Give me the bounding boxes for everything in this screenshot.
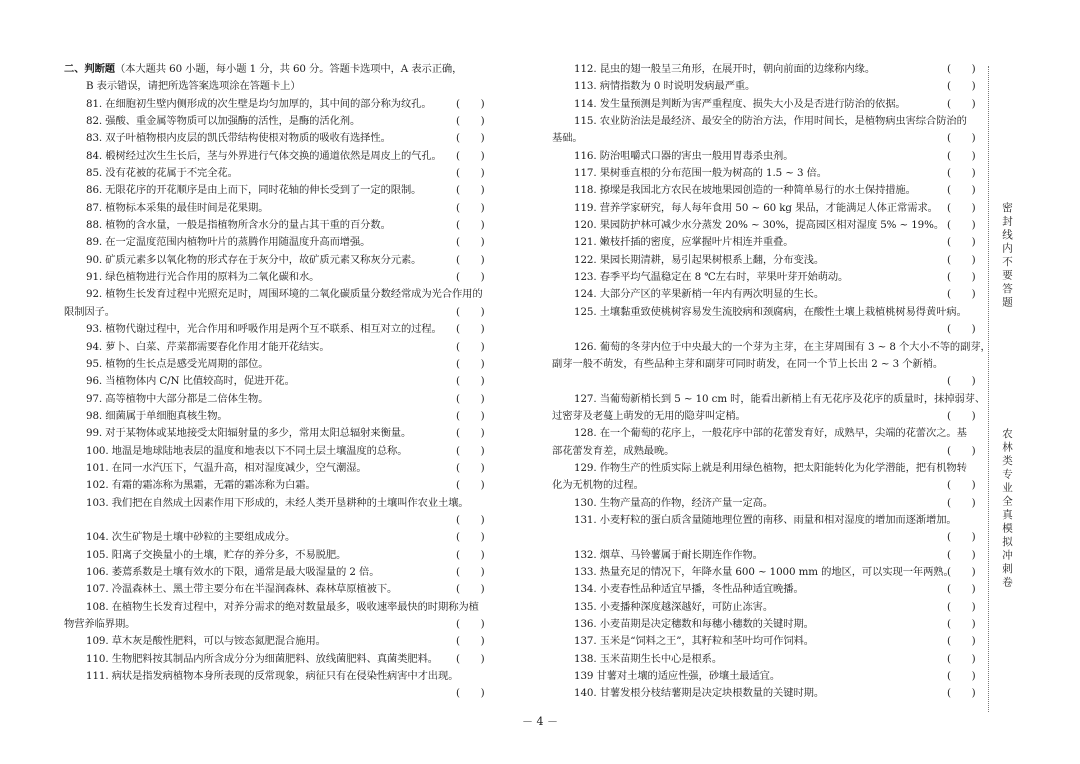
question-line	[552, 321, 992, 338]
question-line	[552, 304, 992, 321]
question-line	[64, 633, 504, 650]
question-text: 129. 作物生产的性质实际上就是利用绿色植物，把太阳能转化为化学潜能，把有机物转	[574, 461, 967, 474]
question-line	[64, 651, 504, 668]
question-line	[64, 321, 504, 338]
question-text: 96. 当植物体内 C/N 比值较高时，促进开花。	[86, 375, 295, 388]
question-line	[64, 599, 504, 616]
answer-parentheses: ( )	[947, 583, 976, 596]
question-line	[552, 373, 992, 390]
question-text: 113. 病情指数为 0 时说明发病最严重。	[574, 80, 756, 93]
answer-parentheses: ( )	[947, 63, 976, 75]
answer-parentheses: ( )	[947, 496, 976, 509]
question-text: 126. 葡萄的冬芽内位于中央最大的一个芽为主芽，在主芽周围有 3 ~ 8 个大小不等的副芽，	[574, 340, 991, 353]
answer-parentheses: ( )	[947, 600, 976, 613]
answer-parentheses: ( )	[456, 340, 485, 353]
answer-parentheses: ( )	[947, 149, 976, 162]
answer-parentheses: ( )	[947, 444, 976, 457]
question-text: 101. 在同一水汽压下，气温升高，相对湿度减少，空气潮湿。	[86, 461, 367, 474]
question-text: 133. 热量充足的情况下，年降水量 600 ~ 1000 mm 的地区，可以实现一年两熟。	[574, 565, 954, 578]
question-text: 131. 小麦籽粒的蛋白质含量随地理位置的南移、雨量和相对湿度的增加而逐渐增加。	[574, 513, 957, 526]
answer-parentheses: ( )	[947, 479, 976, 492]
question-text: 120. 果园防护林可减少水分蒸发 20% ~ 30%，提高园区相对湿度 5% ~ 19%。	[574, 219, 945, 232]
question-text: 99. 对于某物体或某地接受太阳辐射量的多少，常用太阳总辐射来衡量。	[86, 427, 412, 440]
question-line	[64, 685, 504, 702]
question-text: 102. 有霜的霜冻称为黑霜，无霜的霜冻称为白霜。	[86, 479, 316, 492]
answer-parentheses: ( )	[456, 513, 485, 526]
question-line	[64, 512, 504, 529]
question-line	[64, 148, 504, 165]
answer-parentheses: ( )	[947, 97, 976, 110]
left-column	[64, 61, 504, 703]
section-instruction: （本大题共 60 小题，每小题 1 分，共 60 分。答题卡选项中，A 表示正确，	[114, 63, 463, 75]
answer-parentheses: ( )	[456, 219, 485, 232]
question-text: 122. 果园长期清耕，易引起果树根系上翻，分布变浅。	[574, 253, 825, 266]
answer-parentheses: ( )	[947, 375, 976, 388]
question-text: 109. 草木灰是酸性肥料，可以与铵态氮肥混合施用。	[86, 635, 326, 648]
question-text: 95. 植物的生长点是感受光周期的部位。	[86, 357, 269, 370]
question-line	[64, 113, 504, 130]
question-text: 115. 农业防治法是最经济、最安全的防治方法，作用时间长，是植物病虫害综合防治的	[574, 115, 967, 128]
answer-parentheses: ( )	[947, 288, 976, 301]
section-instruction-line	[64, 78, 504, 95]
question-text: 85. 没有花被的花属于不完全花。	[86, 167, 238, 180]
question-text: 124. 大部分产区的苹果新梢一年内有两次明显的生长。	[574, 288, 825, 301]
question-text: 119. 营养学家研究，每人每年食用 50 ~ 60 kg 果品，才能满足人体正常需求。	[574, 201, 938, 214]
answer-parentheses: ( )	[456, 548, 485, 561]
question-text: 89. 在一定温度范围内植物叶片的蒸腾作用随温度升高而增强。	[86, 236, 371, 249]
question-text: 138. 玉米苗期生长中心是根系。	[574, 652, 723, 665]
question-line	[64, 616, 504, 633]
answer-parentheses: ( )	[456, 167, 485, 180]
question-line	[64, 217, 504, 234]
question-line	[552, 529, 992, 546]
answer-parentheses: ( )	[947, 184, 976, 197]
answer-parentheses: ( )	[456, 618, 485, 630]
question-line	[64, 252, 504, 269]
question-text-continued: 副芽一般不萌发，有些品种主芽和副芽可同时萌发，在同一个节上长出 2 ~ 3 个新梢。	[552, 357, 944, 370]
answer-parentheses: ( )	[456, 583, 485, 596]
question-line	[552, 217, 992, 234]
answer-parentheses: ( )	[456, 687, 485, 700]
question-line	[64, 391, 504, 408]
question-line	[64, 564, 504, 581]
question-text: 93. 植物代谢过程中，光合作用和呼吸作用是两个互不联系、相互对立的过程。	[86, 323, 442, 336]
question-line	[552, 668, 992, 685]
question-line	[64, 668, 504, 685]
seal-line-notice: 密封线内不要答题	[1001, 202, 1013, 310]
question-text: 104. 次生矿物是土壤中砂粒的主要组成成分。	[86, 531, 296, 544]
answer-parentheses: ( )	[456, 444, 485, 457]
answer-parentheses: ( )	[947, 409, 976, 422]
question-text: 108. 在植物生长发育过程中，对养分需求的绝对数量最多，吸收速率最快的时期称为植	[86, 600, 479, 613]
question-text: 136. 小麦苗期是决定穗数和每穗小穗数的关键时期。	[574, 618, 814, 630]
answer-parentheses: ( )	[456, 305, 485, 318]
question-text: 100. 地温是地球陆地表层的温度和地表以下不同土层土壤温度的总称。	[86, 444, 408, 457]
answer-parentheses: ( )	[456, 392, 485, 405]
question-text: 125. 土壤黏重致使桃树容易发生流胶病和颈腐病，在酸性土壤上栽植桃树易得黄叶病。	[574, 305, 967, 318]
question-line	[64, 339, 504, 356]
question-line	[552, 391, 992, 408]
answer-parentheses: ( )	[456, 565, 485, 578]
question-text: 116. 防治咀嚼式口器的害虫一般用胃毒杀虫剂。	[574, 149, 794, 162]
question-text: 112. 昆虫的翅一般呈三角形，在展开时，朝向前面的边缘称内缘。	[574, 63, 876, 75]
question-line	[552, 356, 992, 373]
question-text: 117. 果树垂直根的分布范围一般为树高的 1.5 ~ 3 倍。	[574, 167, 827, 180]
question-line	[552, 286, 992, 303]
question-text: 86. 无限花序的开花顺序是由上而下，同时花轴的伸长受到了一定的限制。	[86, 184, 422, 197]
question-line	[552, 234, 992, 251]
page-number: － 4 －	[522, 715, 558, 728]
question-text: 92. 植物生长发育过程中光照充足时，周围环境的二氧化碳质量分数经常成为光合作用的	[86, 288, 483, 301]
question-line	[552, 252, 992, 269]
question-text-continued: 物营养临界期。	[64, 618, 136, 630]
question-text: 107. 冷温森林土、黑土带主要分布在半湿润森林、森林草原植被下。	[86, 583, 398, 596]
question-text: 110. 生物肥料按其制品内所含成分分为细菌肥料、放线菌肥料、真菌类肥料。	[86, 652, 438, 665]
question-line	[64, 200, 504, 217]
question-line	[552, 616, 992, 633]
answer-parentheses: ( )	[947, 201, 976, 214]
answer-parentheses: ( )	[947, 531, 976, 544]
answer-parentheses: ( )	[456, 132, 485, 145]
exam-series-title: 农林类专业全真模拟冲刺卷	[1001, 428, 1013, 590]
question-line	[552, 269, 992, 286]
question-list-right	[552, 61, 992, 703]
question-line	[552, 564, 992, 581]
section-instruction-cont: B 表示错误，请把所选答案选项涂在答题卡上）	[86, 80, 301, 93]
question-line	[552, 460, 992, 477]
question-line	[552, 599, 992, 616]
question-line	[64, 234, 504, 251]
question-line	[64, 495, 504, 512]
answer-parentheses: ( )	[947, 253, 976, 266]
question-line	[64, 477, 504, 494]
question-text: 130. 生物产量高的作物，经济产量一定高。	[574, 496, 774, 509]
right-column	[552, 61, 992, 703]
question-line	[64, 443, 504, 460]
question-text: 103. 我们把在自然成土因素作用下形成的，未经人类开垦耕种的土壤叫作农业土壤。	[86, 496, 469, 509]
question-line	[552, 182, 992, 199]
question-text: 118. 撩墚是我国北方农民在坡地果园创造的一种简单易行的水土保持措施。	[574, 184, 916, 197]
question-line	[64, 165, 504, 182]
question-line	[552, 78, 992, 95]
question-line	[552, 113, 992, 130]
question-text: 105. 阳离子交换量小的土壤，贮存的养分多，不易脱肥。	[86, 548, 347, 561]
question-line	[552, 477, 992, 494]
answer-parentheses: ( )	[947, 323, 976, 336]
answer-parentheses: ( )	[456, 97, 485, 110]
answer-parentheses: ( )	[947, 132, 976, 145]
question-text-continued: 部花蕾发育差，成熟最晚。	[552, 444, 675, 457]
question-text: 87. 植物标本采集的最佳时间是花果期。	[86, 201, 269, 214]
question-line	[64, 425, 504, 442]
question-line	[552, 512, 992, 529]
question-line	[64, 304, 504, 321]
question-text: 98. 细菌属于单细胞真核生物。	[86, 409, 228, 422]
answer-parentheses: ( )	[456, 531, 485, 544]
question-text: 134. 小麦春性品种适宜早播，冬性品种适宜晚播。	[574, 583, 804, 596]
question-text: 114. 发生量预测是判断为害严重程度、损失大小及是否进行防治的依据。	[574, 97, 906, 110]
answer-parentheses: ( )	[947, 652, 976, 665]
question-line	[64, 460, 504, 477]
answer-parentheses: ( )	[947, 618, 976, 630]
answer-parentheses: ( )	[456, 201, 485, 214]
answer-parentheses: ( )	[456, 427, 485, 440]
question-line	[64, 581, 504, 598]
question-line	[552, 61, 992, 78]
answer-parentheses: ( )	[456, 115, 485, 128]
question-text: 111. 病状是指发病植物本身所表现的反常现象，病征只有在侵染性病害中才出现。	[86, 670, 459, 683]
question-text-continued: 化为无机物的过程。	[552, 479, 644, 492]
answer-parentheses: ( )	[456, 479, 485, 492]
question-line	[552, 581, 992, 598]
question-text: 90. 矿质元素多以氧化物的形式存在于灰分中，故矿质元素又称灰分元素。	[86, 253, 422, 266]
answer-parentheses: ( )	[947, 687, 976, 700]
answer-parentheses: ( )	[456, 409, 485, 422]
answer-parentheses: ( )	[456, 271, 485, 284]
question-line	[64, 547, 504, 564]
question-line	[552, 425, 992, 442]
question-line	[552, 633, 992, 650]
answer-parentheses: ( )	[456, 236, 485, 249]
question-text: 123. 春季平均气温稳定在 8 ℃左右时，苹果叶芽开始萌动。	[574, 271, 849, 284]
question-text: 94. 萝卜、白菜、芹菜都需要春化作用才能开花结实。	[86, 340, 330, 353]
answer-parentheses: ( )	[456, 357, 485, 370]
question-text-continued: 基础。	[552, 132, 583, 145]
question-text-continued: 限制因子。	[64, 305, 115, 318]
answer-parentheses: ( )	[947, 565, 976, 578]
question-line	[64, 269, 504, 286]
question-line	[552, 200, 992, 217]
answer-parentheses: ( )	[456, 375, 485, 388]
question-line	[552, 443, 992, 460]
question-line	[552, 148, 992, 165]
question-text: 127. 当葡萄新梢长到 5 ~ 10 cm 时，能看出新梢上有无花序及花序的质量时，抹掉弱芽、	[574, 392, 986, 405]
answer-parentheses: ( )	[456, 184, 485, 197]
answer-parentheses: ( )	[456, 461, 485, 474]
binding-margin	[988, 66, 1017, 712]
question-list-left	[64, 96, 504, 703]
answer-parentheses: ( )	[947, 635, 976, 648]
answer-parentheses: ( )	[947, 80, 976, 93]
answer-parentheses: ( )	[456, 635, 485, 648]
question-line	[552, 685, 992, 702]
question-text: 132. 烟草、马铃薯属于耐长期连作作物。	[574, 548, 763, 561]
answer-parentheses: ( )	[947, 236, 976, 249]
question-text: 135. 小麦播种深度越深越好，可防止冻害。	[574, 600, 774, 613]
question-text: 137. 玉米是“饲料之王”，其籽粒和茎叶均可作饲料。	[574, 635, 814, 648]
question-line	[552, 130, 992, 147]
section-title: 二、判断题	[64, 63, 115, 75]
question-line	[552, 547, 992, 564]
question-line	[64, 356, 504, 373]
question-line	[552, 495, 992, 512]
question-text: 83. 双子叶植物根内皮层的凯氏带结构使根对物质的吸收有选择性。	[86, 132, 391, 145]
answer-parentheses: ( )	[456, 323, 485, 336]
question-text: 84. 椴树经过次生生长后，茎与外界进行气体交换的通道依然是周皮上的气孔。	[86, 149, 442, 162]
question-text: 82. 强酸、重金属等物质可以加强酶的活性，是酶的活化剂。	[86, 115, 361, 128]
answer-parentheses: ( )	[947, 219, 976, 232]
answer-parentheses: ( )	[947, 548, 976, 561]
question-line	[64, 408, 504, 425]
answer-parentheses: ( )	[947, 670, 976, 683]
question-line	[552, 339, 992, 356]
question-text: 97. 高等植物中大部分都是二倍体生物。	[86, 392, 269, 405]
question-line	[64, 130, 504, 147]
question-line	[552, 96, 992, 113]
question-line	[552, 408, 992, 425]
question-text-continued: 过密芽及老蔓上萌发的无用的隐芽叫定梢。	[552, 409, 746, 422]
question-text: 106. 萎蔫系数是土壤有效水的下限，通常是最大吸湿量的 2 倍。	[86, 565, 380, 578]
question-line	[64, 182, 504, 199]
answer-parentheses: ( )	[456, 149, 485, 162]
question-text: 91. 绿色植物进行光合作用的原料为二氧化碳和水。	[86, 271, 320, 284]
question-text: 81. 在细胞初生壁内侧形成的次生壁是均匀加厚的，其中间的部分称为纹孔。	[86, 97, 432, 110]
answer-parentheses: ( )	[947, 271, 976, 284]
answer-parentheses: ( )	[456, 253, 485, 266]
question-text: 88. 植物的含水量，一般是指植物所含水分的量占其干重的百分数。	[86, 219, 391, 232]
answer-parentheses: ( )	[456, 652, 485, 665]
answer-parentheses: ( )	[947, 167, 976, 180]
question-line	[64, 529, 504, 546]
question-line	[64, 373, 504, 390]
question-text: 139 甘薯对土壤的适应性强，砂壤土最适宜。	[574, 670, 781, 683]
question-text: 140. 甘薯发根分枝结薯期是决定块根数量的关键时期。	[574, 687, 825, 700]
question-line	[552, 651, 992, 668]
question-line	[552, 165, 992, 182]
section-header-line	[64, 61, 504, 78]
question-text: 128. 在一个葡萄的花序上，一般花序中部的花蕾发育好，成熟早，尖端的花蕾次之。基	[574, 427, 967, 440]
question-text: 121. 嫩枝扦插的密度，应掌握叶片相连并重叠。	[574, 236, 794, 249]
question-line	[64, 96, 504, 113]
question-line	[64, 286, 504, 303]
